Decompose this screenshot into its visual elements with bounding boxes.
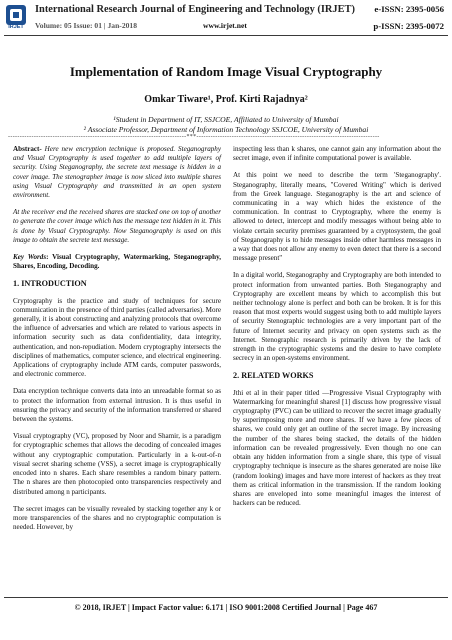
header-divider (4, 35, 448, 36)
footer-divider (4, 597, 448, 598)
left-column (13, 145, 221, 540)
e-issn: e-ISSN: 2395-0056 (374, 4, 444, 14)
intro-paragraph-2: Data encryption technique converts data into an unreadable format so as to protect the information from external intrusion. It is thus useful in ensuring the privacy and security of the information transferred or shared between the systems. (13, 387, 222, 424)
journal-header (0, 0, 452, 40)
section-separator: ----------------------------------------------------------------------------***------------------------------------------------------------------------------ (8, 134, 380, 140)
right-paragraph-3: In a digital world, Steganography and Cryptography are both intended to protect information from unwanted parties. Both Steganography and Cryptography are excellent means by which to accomplish this but neither technology alone is perfect and both can be broken. It is for this reason that most experts would suggest using both to add multiple layers of security Stenographic technologies are a very important part of the future of Internet security and privacy on open systems such as the Internet. Stenographic research is primarily driven by the lack of strength in the cryptographic systems and the desire to have complete secrecy in an open-systems environment. (233, 271, 441, 363)
related-works-paragraph: Jthi et al in their paper titled ―Progressive Visual Cryptography with Watermarking for meaningful shares‖ [1] discuss how progressive visual cryptography (PVC) can be utilized to recover the secret image gradually by superimposing more and more shares. If we have a few pieces of shares, we could only get an outline of the secret image. By increasing the number of the shares being stacked, the details of the hidden information can be revealed progressively. Even though no one can obtain any hidden information from a single share, this type of visual cryptography technique is insecure as the shares generated are noise like (random looking) images and have more interest of hackers as they treat them as critical information in the transmission. If the random looking shares are enveloped into some meaningful images the interest of hackers can be reduced. (233, 388, 442, 508)
journal-website: www.irjet.net (203, 21, 247, 30)
right-column (233, 145, 441, 516)
intro-paragraph-1: Cryptography is the practice and study of techniques for secure communication in the presence of third parties (called adversaries). More generally, it is about constructing and analyzing protocols that overcome the influence of adversaries and which are related to various aspects in information security such as data confidentiality, data integrity, authentication, and non-repudiation. Modern cryptography intersects the disciplines of mathematics, computer science, and electrical engineering. Applications of cryptography include ATM cards, computer passwords, and electronic commerce. (13, 296, 222, 379)
keywords (13, 253, 221, 271)
logo-text: IRJET (8, 24, 24, 30)
abstract-paragraph-2: At the receiver end the received shares are stacked one on top of another to generate the cover image which has the message text hidden in it. This is done by Visual Cryptography. Now Steganography is used on this image to obtain the secrete text message. (13, 208, 221, 244)
abstract-text-1: Here new encryption technique is proposed. Steganography and Visual Cryptography is used together to add multiple layers of security. Using Steganography, the secrete text message is hidden in a cover image. The stenographer image is now sliced into multiple shares using Visual Cryptography and transmitted in an open system environment. (13, 145, 221, 200)
affiliation-2: ² Associate Professor, Department of Information Technology SSJCOE, University of Mumbai (83, 125, 369, 134)
section-heading-related-works: 2. RELATED WORKS (233, 371, 314, 381)
paper-authors: Omkar Tiware¹, Prof. Kirti Rajadnya² (144, 94, 308, 105)
keywords-label: Key Words (13, 253, 47, 262)
p-issn: p-ISSN: 2395-0072 (373, 21, 444, 31)
keywords-text: : Visual Cryptography, Watermarking, Steganography, Shares, Encoding, Decoding. (13, 253, 221, 271)
right-paragraph-1: inspecting less than k shares, one cannot gain any information about the secret image, even if infinite computational power is available. (233, 145, 441, 163)
intro-paragraph-4: The secret images can be visually revealed by stacking together any k or more transparencies of the shares and no cryptographic computation is needed. However, by (13, 504, 221, 532)
journal-name: International Research Journal of Engineering and Technology (IRJET) (35, 4, 355, 15)
abstract-paragraph-1 (13, 145, 221, 200)
paper-title: Implementation of Random Image Visual Cryptography (69, 64, 383, 79)
intro-paragraph-3: Visual cryptography (VC), proposed by Noor and Shamir, is a paradigm for cryptographic schemes that allows the decoding of concealed images without any cryptographic computation. Particularly in a k-out-of-n visual secret sharing scheme (VSS), a secret image is cryptographically encoded into n shares. Each share resembles a random binary pattern. The n shares are then photocopied onto transparencies respectively and distributed among n participants. (13, 432, 221, 496)
abstract-label: Abstract- (13, 145, 42, 153)
page-footer: © 2018, IRJET | Impact Factor value: 6.171 | ISO 9001:2008 Certified Journal | Page 467 (74, 603, 378, 612)
right-paragraph-2: At this point we need to describe the term 'Steganography'. Steganography, literally means, "Covered Writing" which is derived from the Greek language. Steganography is the art and science of communicating in a way which hides the existence of the communication. In contrast to Cryptography, where the enemy is allowed to detect, intercept and modify messages without being able to violate certain security premises guaranteed by a cryptosystem, the goal of Steganography is to hide messages inside other harmless messages in a way that does not allow any enemy to even detect that there is a second message present" (233, 171, 441, 263)
affiliation-1: ¹Student in Department of IT, SSJCOE, Affiliated to University of Mumbai (113, 115, 339, 124)
volume-issue: Volume: 05 Issue: 01 | Jan-2018 (35, 21, 138, 30)
irjet-logo (4, 3, 28, 35)
section-heading-introduction: 1. INTRODUCTION (13, 279, 87, 289)
